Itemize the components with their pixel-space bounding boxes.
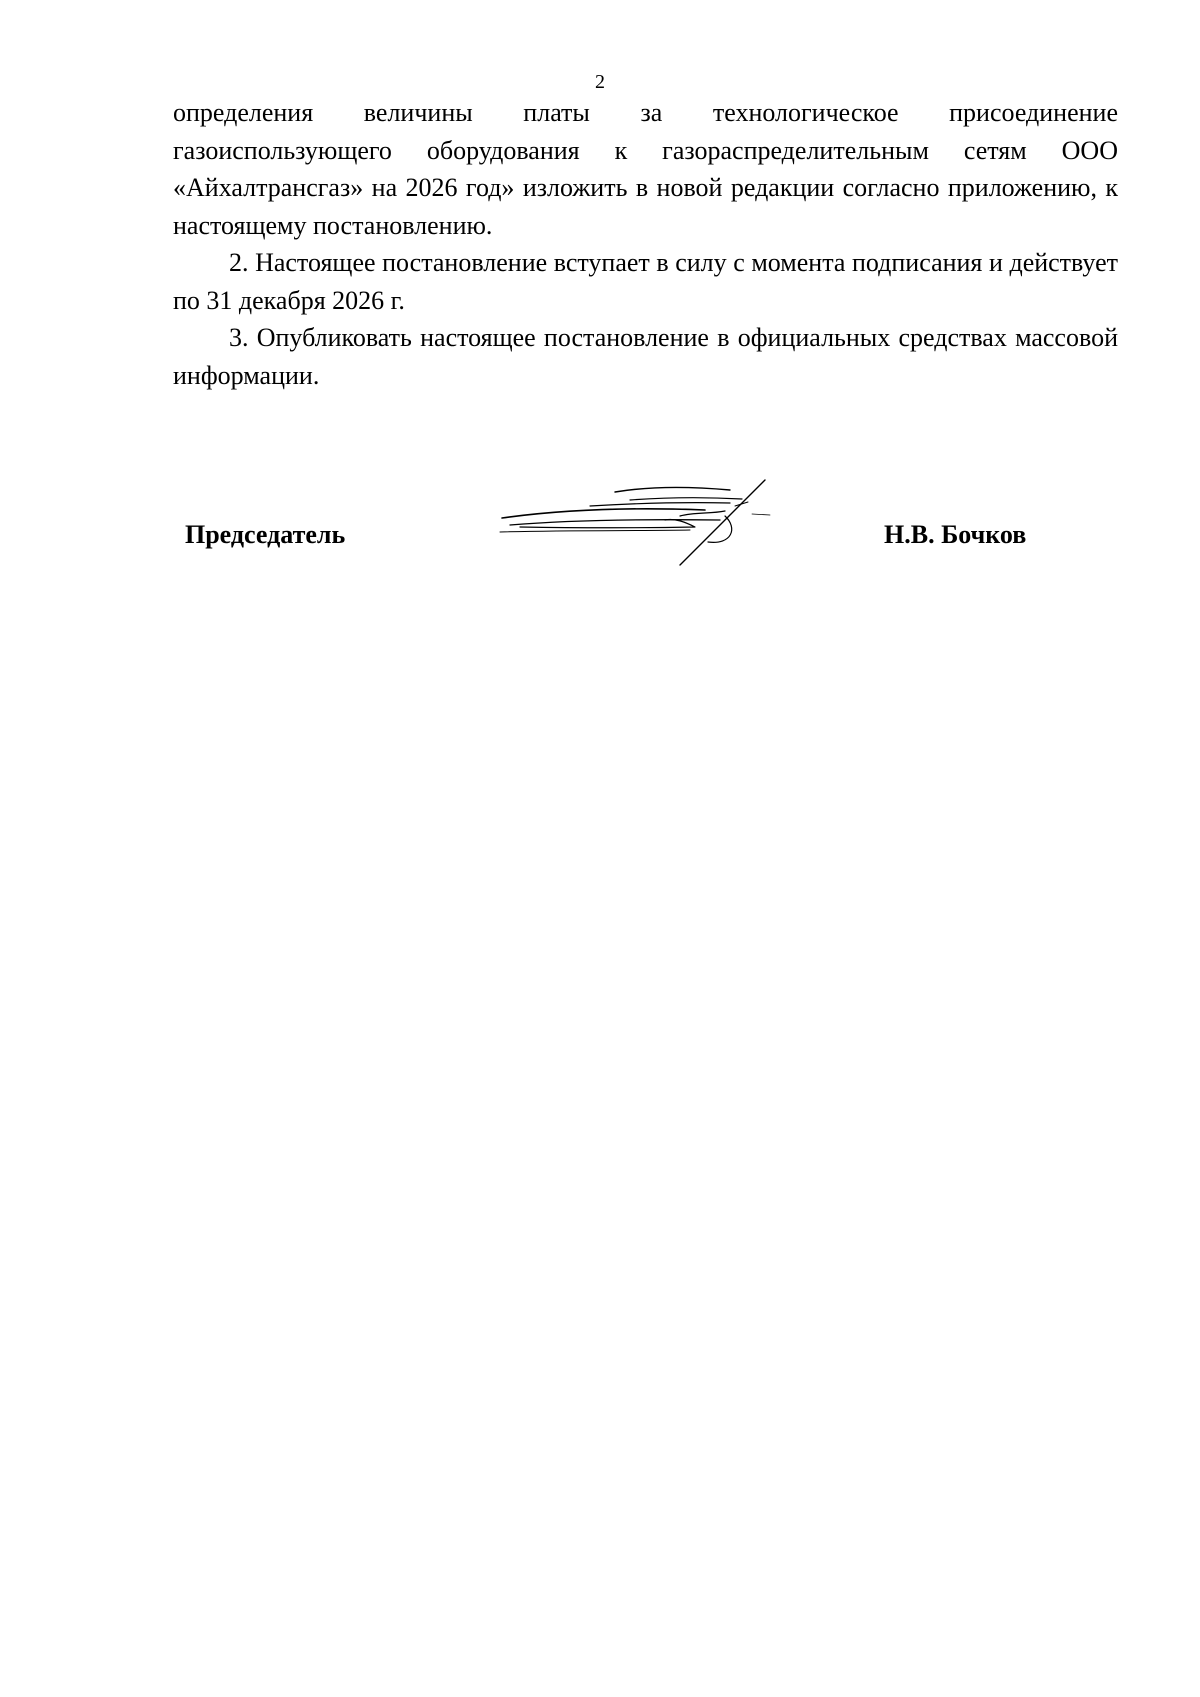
page-number: 2 — [595, 71, 605, 93]
signatory-name: Н.В. Бочков — [884, 520, 1027, 549]
signature-block — [0, 515, 1200, 555]
document-body — [173, 94, 1118, 394]
paragraph-item-2: 2. Настоящее постановление вступает в силу с момента подписания и действует по 31 декабря 2026 г. — [173, 248, 1118, 315]
signatory-title: Председатель — [185, 520, 346, 549]
paragraph-item-3: 3. Опубликовать настоящее постановление в официальных средствах массовой информации. — [173, 323, 1118, 390]
paragraph-continuation: определения величины платы за технологическое присоединение газоиспользующего оборудования к газораспределительным сетям ООО «Айхалтрансгаз» на 2026 год» изложить в новой редакции согласно приложению, к настоящему постановлению. — [173, 98, 1118, 240]
